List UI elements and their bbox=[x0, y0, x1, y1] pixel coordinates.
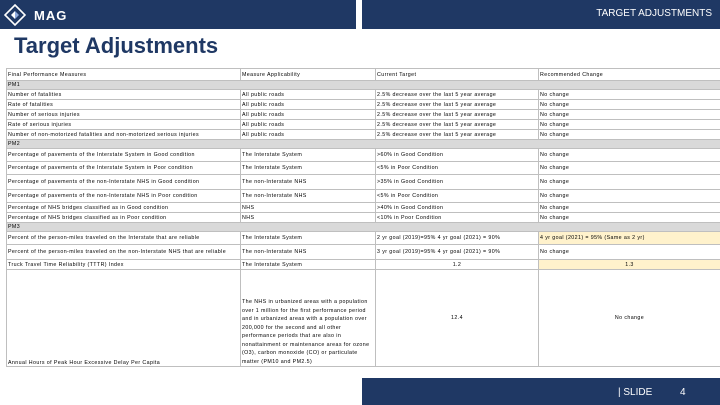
current-target-cell: >40% in Good Condition bbox=[376, 203, 539, 213]
recommended-change-cell: 4 yr goal (2021) = 95% (Same as 2 yr) bbox=[539, 232, 720, 245]
recommended-change-cell: No change bbox=[539, 203, 720, 213]
table-row bbox=[7, 90, 720, 100]
recommended-change-cell: No change bbox=[539, 90, 720, 100]
section-row-pm1 bbox=[7, 81, 720, 90]
measure-cell: Rate of fatalities bbox=[7, 100, 241, 110]
table-header-row bbox=[7, 69, 720, 81]
measure-cell: Percent of the person-miles traveled on the Interstate that are reliable bbox=[7, 232, 241, 245]
current-target-cell: 1.2 bbox=[376, 260, 539, 270]
mag-logo-icon bbox=[4, 4, 26, 26]
recommended-change-cell: 1.3 bbox=[539, 260, 720, 270]
column-header: Recommended Change bbox=[539, 69, 720, 81]
footer-bar bbox=[362, 378, 720, 405]
recommended-change-cell: No change bbox=[539, 110, 720, 120]
table-row bbox=[7, 270, 720, 367]
applicability-cell: All public roads bbox=[241, 110, 376, 120]
current-target-cell: 2.5% decrease over the last 5 year average bbox=[376, 90, 539, 100]
table-row bbox=[7, 149, 720, 162]
slide-label: | SLIDE bbox=[618, 387, 653, 398]
header-title: TARGET ADJUSTMENTS bbox=[596, 8, 712, 19]
measure-cell: Percentage of pavements of the Interstate System in Poor condition bbox=[7, 162, 241, 175]
header-bar-left bbox=[0, 0, 356, 29]
page-title: Target Adjustments bbox=[14, 33, 219, 58]
logo-text: MAG bbox=[34, 7, 68, 23]
table-row bbox=[7, 120, 720, 130]
applicability-cell: NHS bbox=[241, 203, 376, 213]
measure-cell: Number of fatalities bbox=[7, 90, 241, 100]
applicability-cell: All public roads bbox=[241, 100, 376, 110]
measure-cell: Percentage of NHS bridges classified as in Poor condition bbox=[7, 213, 241, 223]
current-target-cell: 2.5% decrease over the last 5 year average bbox=[376, 130, 539, 140]
applicability-cell: The Interstate System bbox=[241, 232, 376, 245]
table-row bbox=[7, 213, 720, 223]
recommended-change-cell: No change bbox=[539, 190, 720, 203]
measure-cell: Truck Travel Time Reliability (TTTR) Index bbox=[7, 260, 241, 270]
table-row bbox=[7, 245, 720, 260]
section-row-pm2 bbox=[7, 140, 720, 149]
current-target-cell: 3 yr goal (2019)=95% 4 yr goal (2021) = 90% bbox=[376, 245, 539, 260]
measure-cell: Rate of serious injuries bbox=[7, 120, 241, 130]
current-target-cell: <5% in Poor Condition bbox=[376, 190, 539, 203]
target-adjustments-table bbox=[6, 68, 720, 367]
table-row bbox=[7, 110, 720, 120]
measure-cell: Percentage of NHS bridges classified as in Good condition bbox=[7, 203, 241, 213]
recommended-change-cell: No change bbox=[539, 213, 720, 223]
measure-cell: Annual Hours of Peak Hour Excessive Delay Per Capita bbox=[7, 270, 241, 367]
recommended-change-cell: No change bbox=[539, 149, 720, 162]
column-header: Measure Applicability bbox=[241, 69, 376, 81]
current-target-cell: 2.5% decrease over the last 5 year average bbox=[376, 120, 539, 130]
measure-cell: Percentage of pavements of the non-Interstate NHS in Good condition bbox=[7, 175, 241, 190]
applicability-cell: All public roads bbox=[241, 90, 376, 100]
measure-cell: Percent of the person-miles traveled on the non-Interstate NHS that are reliable bbox=[7, 245, 241, 260]
column-header: Final Performance Measures bbox=[7, 69, 241, 81]
recommended-change-cell: No change bbox=[539, 162, 720, 175]
table-row bbox=[7, 100, 720, 110]
section-row-pm3 bbox=[7, 223, 720, 232]
table-row bbox=[7, 175, 720, 190]
current-target-cell: >60% in Good Condition bbox=[376, 149, 539, 162]
measure-cell: Number of non-motorized fatalities and non-motorized serious injuries bbox=[7, 130, 241, 140]
applicability-cell: The NHS in urbanized areas with a population over 1 million for the first performance period and in urbanized areas with a population over 200,000 for the second and all other performance periods that are also in nonattainment or maintenance areas for ozone (O3), carbon monoxide (CO) or particulate matter (PM10 and PM2.5) bbox=[241, 270, 376, 367]
applicability-cell: All public roads bbox=[241, 130, 376, 140]
section-label: PM3 bbox=[7, 223, 720, 232]
table-row bbox=[7, 232, 720, 245]
recommended-change-cell: No change bbox=[539, 100, 720, 110]
applicability-cell: All public roads bbox=[241, 120, 376, 130]
recommended-change-cell: No change bbox=[539, 270, 720, 367]
current-target-cell: <10% in Poor Condition bbox=[376, 213, 539, 223]
current-target-cell: 2 yr goal (2019)=95% 4 yr goal (2021) = 90% bbox=[376, 232, 539, 245]
applicability-cell: The non-Interstate NHS bbox=[241, 245, 376, 260]
applicability-cell: The non-Interstate NHS bbox=[241, 175, 376, 190]
table-row bbox=[7, 190, 720, 203]
measure-cell: Percentage of pavements of the Interstate System in Good condition bbox=[7, 149, 241, 162]
applicability-cell: NHS bbox=[241, 213, 376, 223]
section-label: PM2 bbox=[7, 140, 720, 149]
current-target-cell: 2.5% decrease over the last 5 year average bbox=[376, 100, 539, 110]
measure-cell: Percentage of pavements of the non-Interstate NHS in Poor condition bbox=[7, 190, 241, 203]
current-target-cell: 12.4 bbox=[376, 270, 539, 367]
applicability-cell: The non-Interstate NHS bbox=[241, 190, 376, 203]
header-bar-right bbox=[362, 0, 720, 29]
applicability-cell: The Interstate System bbox=[241, 149, 376, 162]
applicability-cell: The Interstate System bbox=[241, 162, 376, 175]
recommended-change-cell: No change bbox=[539, 175, 720, 190]
recommended-change-cell: No change bbox=[539, 245, 720, 260]
applicability-cell: The Interstate System bbox=[241, 260, 376, 270]
current-target-cell: <5% in Poor Condition bbox=[376, 162, 539, 175]
mag-logo bbox=[4, 4, 67, 26]
measure-cell: Number of serious injuries bbox=[7, 110, 241, 120]
table-row bbox=[7, 162, 720, 175]
table-row bbox=[7, 260, 720, 270]
recommended-change-cell: No change bbox=[539, 130, 720, 140]
column-header: Current Target bbox=[376, 69, 539, 81]
current-target-cell: >35% in Good Condition bbox=[376, 175, 539, 190]
table-row bbox=[7, 130, 720, 140]
table-row bbox=[7, 203, 720, 213]
recommended-change-cell: No change bbox=[539, 120, 720, 130]
current-target-cell: 2.5% decrease over the last 5 year average bbox=[376, 110, 539, 120]
slide-number: 4 bbox=[680, 387, 686, 398]
section-label: PM1 bbox=[7, 81, 720, 90]
